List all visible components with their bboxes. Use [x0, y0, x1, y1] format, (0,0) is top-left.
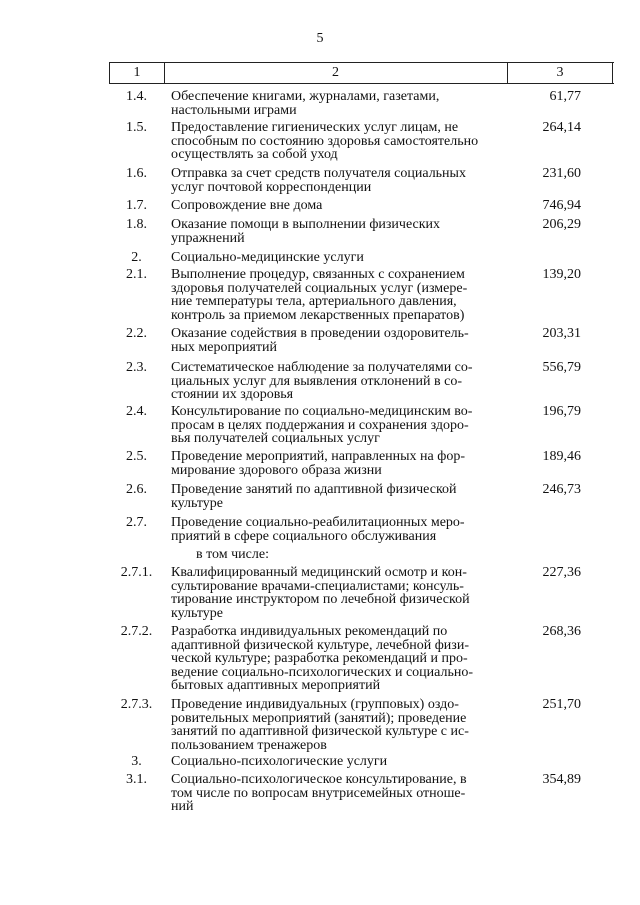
row-description-line: Систематическое наблюдение за получателями со- — [171, 360, 473, 375]
row-description — [171, 755, 501, 769]
row-description — [171, 199, 501, 213]
row-description — [171, 327, 501, 354]
row-description — [171, 268, 501, 322]
row-description-line: Оказание помощи в выполнении физических — [171, 217, 441, 232]
row-description-line: настольными играми — [171, 102, 297, 118]
row-number: 2.5. — [126, 449, 147, 464]
row-number: 2.2. — [126, 326, 147, 341]
row-value: 139,20 — [542, 267, 581, 282]
row-value: 264,14 — [542, 120, 581, 135]
row-description-line: ние температуры тела, артериального давления, — [171, 294, 457, 309]
row-description-line: Предоставление гигиенических услуг лицам, не — [171, 120, 459, 135]
row-value: 227,36 — [542, 565, 581, 580]
row-description-line: сультирование врачами-специалистами; консуль- — [171, 578, 464, 594]
row-description-line: осуществлять за собой уход — [171, 147, 338, 162]
row-value: 556,79 — [542, 360, 581, 375]
row-number: 3. — [131, 754, 142, 769]
row-description — [171, 121, 501, 162]
row-description-line: стоянии их здоровья — [171, 387, 294, 402]
row-description-line: Сопровождение вне дома — [171, 198, 323, 213]
row-description-line: Социально-медицинские услуги — [171, 250, 364, 265]
row-number: 2. — [131, 250, 142, 265]
row-description — [171, 361, 501, 402]
table-header-row — [109, 62, 614, 84]
row-description-line: циальных услуг для выявления отклонений в со- — [171, 373, 462, 389]
row-description-line: Квалифицированный медицинский осмотр и кон- — [171, 565, 467, 580]
row-description-line: Проведение индивидуальных (групповых) оздо- — [171, 697, 459, 712]
row-description — [171, 566, 501, 620]
row-description-line: тирование инструктором по лечебной физической — [171, 592, 470, 607]
row-number: 1.8. — [126, 217, 147, 232]
row-description-line: Выполнение процедур, связанных с сохранением — [171, 267, 465, 282]
row-number: 2.6. — [126, 482, 147, 497]
row-value: 203,31 — [542, 326, 581, 341]
row-description — [171, 167, 501, 194]
row-description-line: приятий в сфере социального обслуживания — [171, 528, 437, 544]
row-description-line: Проведение занятий по адаптивной физической — [171, 482, 457, 497]
row-description-line: ровительных мероприятий (занятий); проведение — [171, 710, 467, 726]
row-number: 2.3. — [126, 360, 147, 375]
row-description-line: упражнений — [171, 230, 245, 246]
row-description-line: том числе по вопросам внутрисемейных отноше- — [171, 785, 466, 801]
row-description-line: культуре — [171, 605, 223, 621]
header-cell-col1: 1 — [109, 63, 165, 83]
row-description-line: ных мероприятий — [171, 339, 277, 355]
row-description — [171, 251, 501, 265]
row-number: 2.7. — [126, 515, 147, 530]
row-description — [171, 90, 501, 117]
row-value: 196,79 — [542, 404, 581, 419]
row-description — [171, 483, 501, 510]
row-value: 206,29 — [542, 217, 581, 232]
row-description — [171, 218, 501, 245]
row-description-line: ческой культуре; разработка рекомендаций и про- — [171, 651, 468, 666]
row-description-line: культуре — [171, 495, 223, 511]
row-description-line: Проведение мероприятий, направленных на фор- — [171, 449, 465, 464]
row-description-line: услуг почтовой корреспонденции — [171, 179, 372, 195]
row-description-line: Разработка индивидуальных рекомендаций по — [171, 624, 448, 639]
row-description-line: контроль за приемом лекарственных препаратов) — [171, 307, 465, 323]
row-description-line: ведение социально-психологических и социально- — [171, 664, 474, 680]
row-description-line: вья получателей социальных услуг — [171, 431, 380, 446]
page-number: 5 — [316, 31, 324, 46]
row-value: 189,46 — [542, 449, 581, 464]
row-description-line: ний — [171, 799, 194, 814]
row-description-line: Консультирование по социально-медицинским во- — [171, 404, 473, 419]
row-number: 1.6. — [126, 166, 147, 181]
row-description — [196, 548, 526, 562]
row-description — [171, 450, 501, 477]
row-number: 3.1. — [126, 772, 147, 787]
row-value: 231,60 — [542, 166, 581, 181]
row-description-line: Социально-психологическое консультирование, в — [171, 772, 467, 787]
header-cell-col2: 2 — [164, 63, 508, 83]
row-number: 1.7. — [126, 198, 147, 213]
row-number: 2.7.2. — [120, 624, 153, 639]
row-description-line: способным по состоянию здоровья самостоятельно — [171, 133, 479, 149]
row-description-line: здоровья получателей социальных услуг (измере- — [171, 280, 468, 296]
row-description-line: занятий по адаптивной физической культуре с ис- — [171, 724, 469, 739]
row-description-line: Проведение социально-реабилитационных меро- — [171, 515, 465, 530]
row-value: 354,89 — [542, 772, 581, 787]
row-number: 1.4. — [126, 89, 147, 104]
row-number: 2.1. — [126, 267, 147, 282]
row-description-line: просам в целях поддержания и сохранения здоро- — [171, 417, 469, 433]
row-number: 1.5. — [126, 120, 147, 135]
row-number: 2.4. — [126, 404, 147, 419]
row-description-line: Обеспечение книгами, журналами, газетами, — [171, 89, 440, 104]
row-value: 268,36 — [542, 624, 581, 639]
row-value: 251,70 — [542, 697, 581, 712]
row-description-line: Оказание содействия в проведении оздоровитель- — [171, 326, 469, 341]
row-description-line: пользованием тренажеров — [171, 737, 327, 753]
row-description-line: в том числе: — [196, 547, 269, 562]
row-value: 746,94 — [542, 198, 581, 213]
row-description-line: адаптивной физической культуре, лечебной физи- — [171, 637, 469, 653]
row-number: 2.7.1. — [120, 565, 153, 580]
row-description — [171, 773, 501, 814]
row-description — [171, 516, 501, 543]
row-description — [171, 698, 501, 752]
row-description — [171, 405, 501, 446]
header-cell-col3: 3 — [508, 63, 613, 83]
row-description-line: мирование здорового образа жизни — [171, 462, 382, 478]
row-number: 2.7.3. — [120, 697, 153, 712]
row-value: 61,77 — [549, 89, 581, 104]
row-description-line: Социально-психологические услуги — [171, 754, 388, 769]
row-description — [171, 625, 501, 693]
row-description-line: Отправка за счет средств получателя социальных — [171, 166, 466, 181]
row-value: 246,73 — [542, 482, 581, 497]
row-description-line: бытовых адаптивных мероприятий — [171, 678, 381, 693]
